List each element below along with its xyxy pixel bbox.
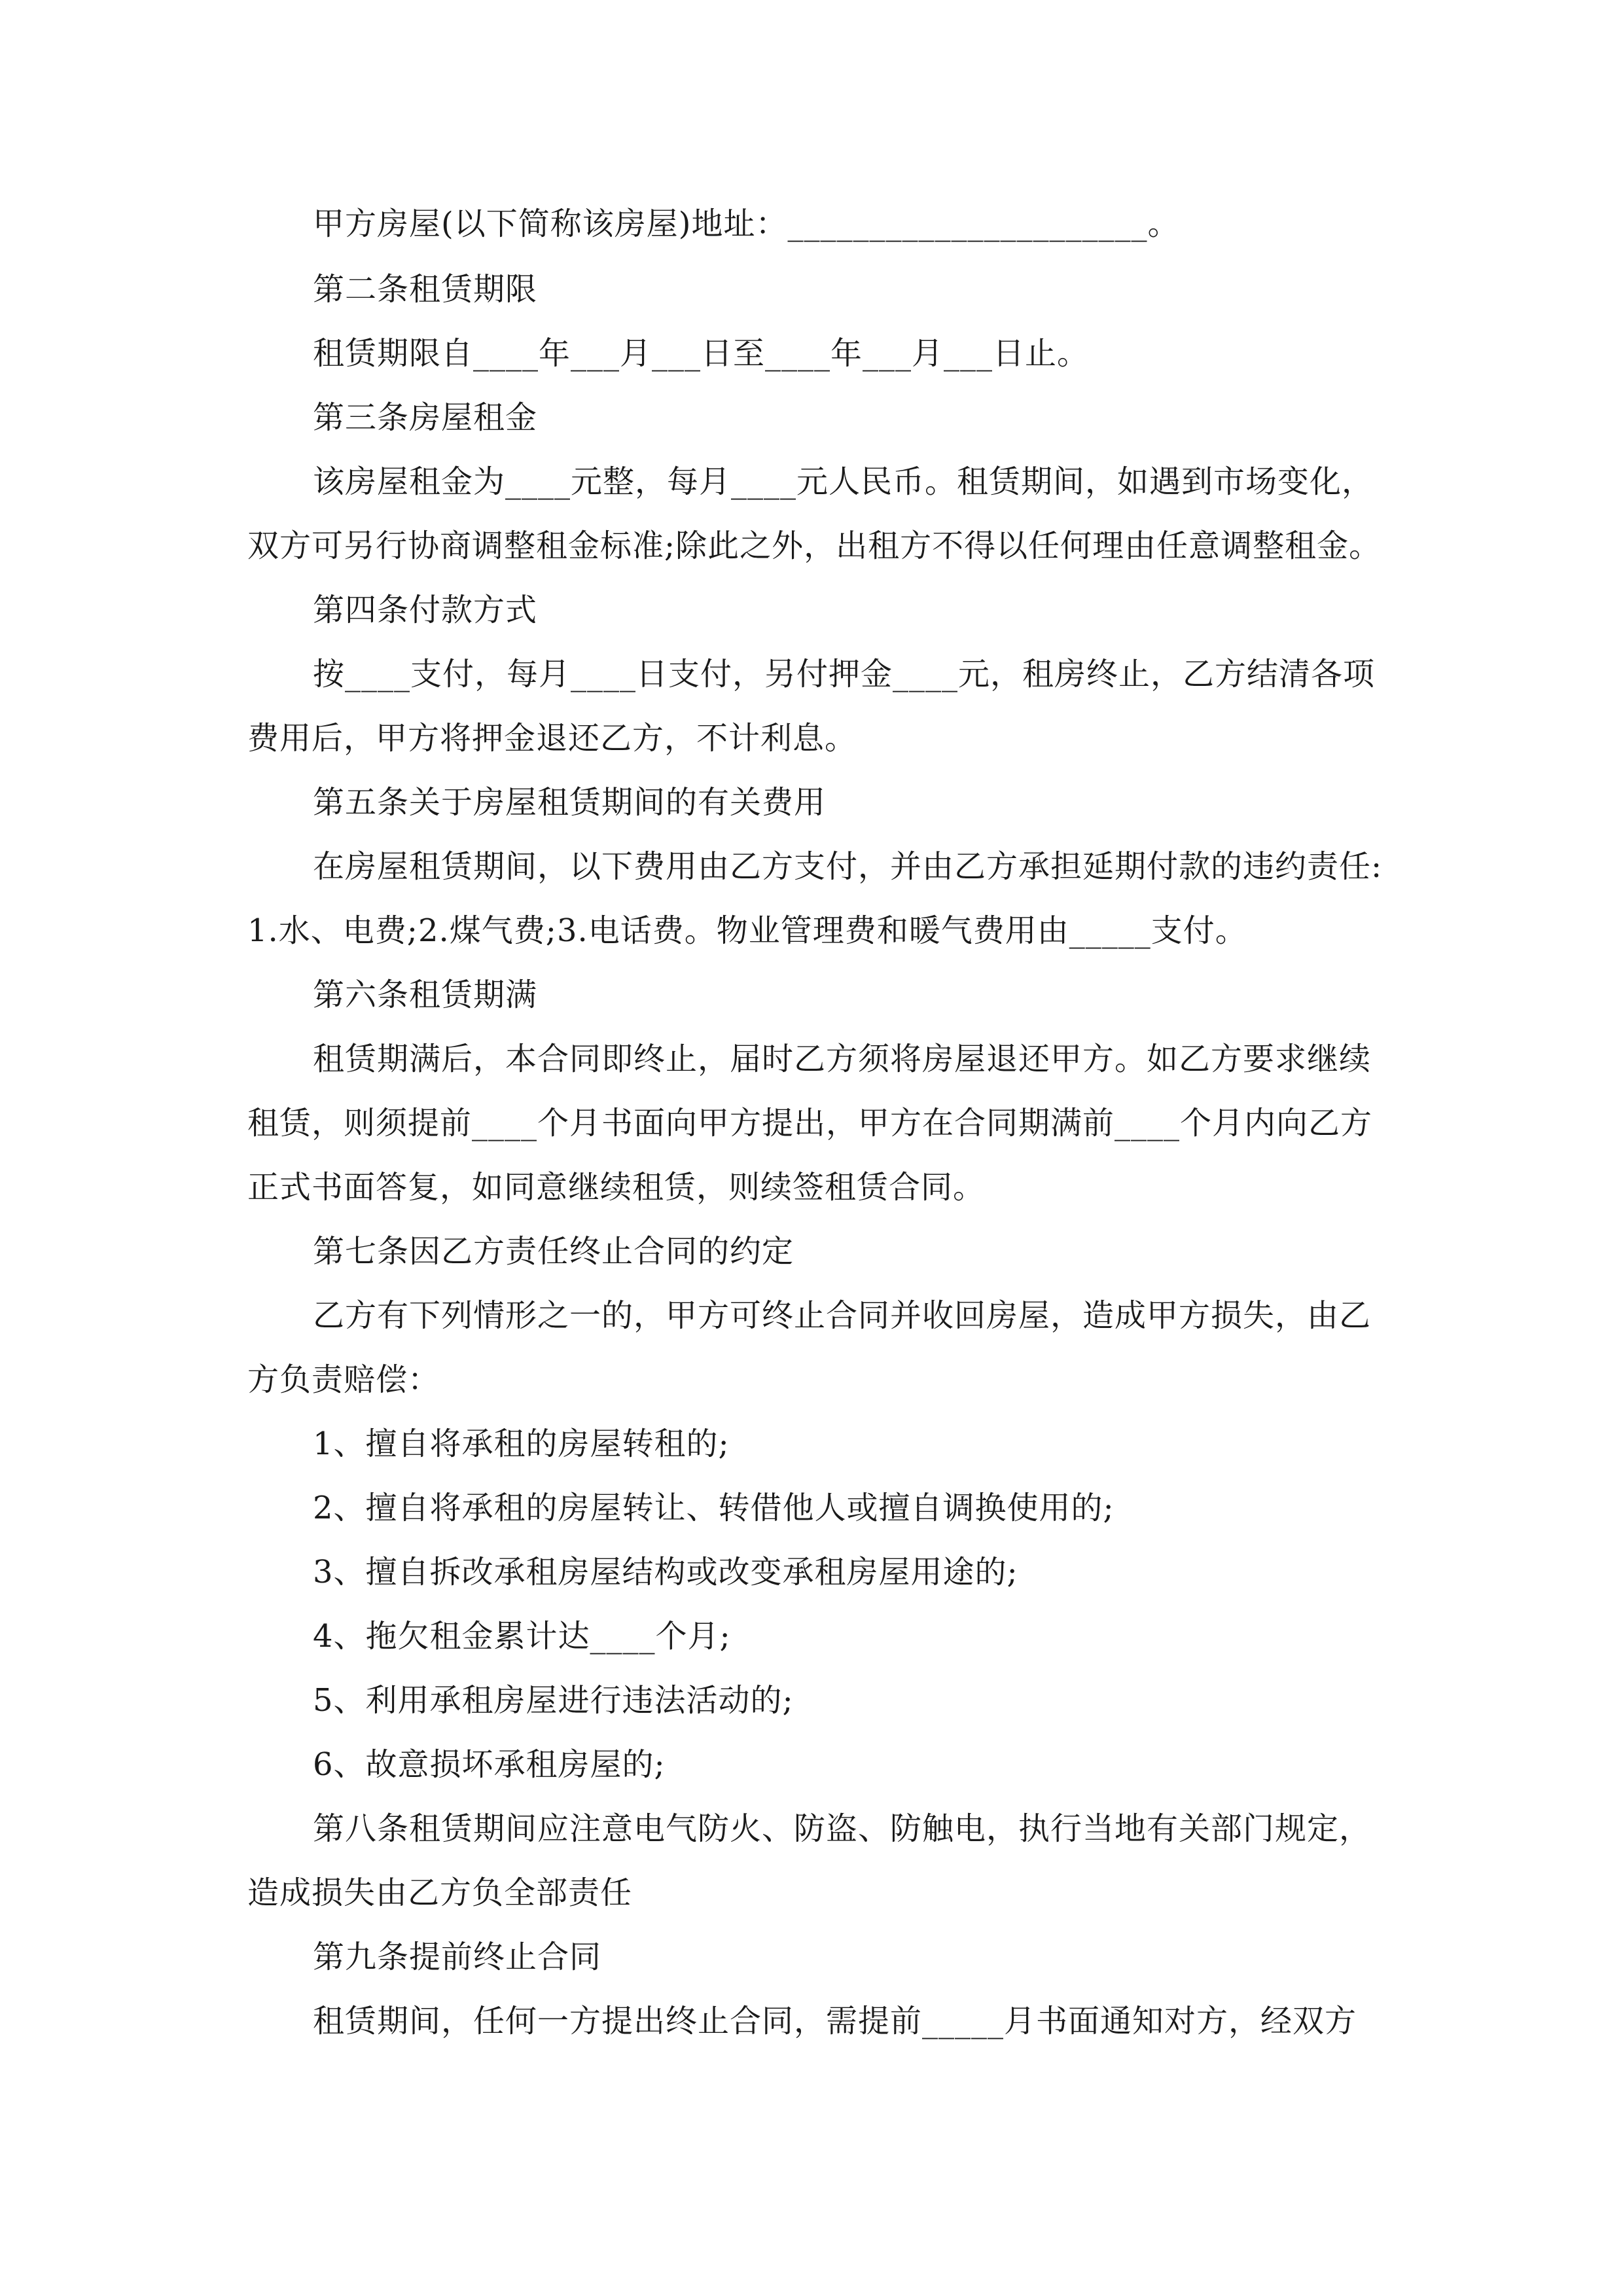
paragraph-line: 正式书面答复，如同意继续租赁，则续签租赁合同。 — [247, 1169, 986, 1206]
heading-article-8: 第八条租赁期间应注意电气防火、防盗、防触电，执行当地有关部门规定， — [313, 1810, 1372, 1847]
list-item: 4、拖欠租金累计达____个月; — [313, 1618, 731, 1655]
paragraph-line: 租赁期满后，本合同即终止，届时乙方须将房屋退还甲方。如乙方要求继续 — [313, 1041, 1372, 1077]
paragraph-line: 造成损失由乙方负全部责任 — [247, 1874, 633, 1911]
list-item: 6、故意损坏承租房屋的; — [313, 1746, 666, 1783]
paragraph-line: 1.水、电费;2.煤气费;3.电话费。物业管理费和暖气费用由_____支付。 — [247, 912, 1247, 949]
paragraph-line: 双方可另行协商调整租金标准;除此之外，出租方不得以任何理由任意调整租金。 — [247, 528, 1382, 564]
paragraph-line: 费用后，甲方将押金退还乙方，不计利息。 — [247, 720, 857, 757]
heading-article-7: 第七条因乙方责任终止合同的约定 — [313, 1233, 794, 1270]
paragraph-line: 在房屋租赁期间，以下费用由乙方支付，并由乙方承担延期付款的违约责任: — [313, 848, 1383, 885]
list-item: 3、擅自拆改承租房屋结构或改变承租房屋用途的; — [313, 1554, 1018, 1590]
heading-article-6: 第六条租赁期满 — [313, 977, 538, 1013]
heading-article-2: 第二条租赁期限 — [313, 271, 538, 308]
list-item: 5、利用承租房屋进行违法活动的; — [313, 1682, 794, 1719]
paragraph-line: 乙方有下列情形之一的，甲方可终止合同并收回房屋，造成甲方损失，由乙 — [313, 1297, 1372, 1334]
paragraph-line: 方负责赔偿： — [247, 1361, 440, 1398]
address-line: 甲方房屋(以下简称该房屋)地址：______________________。 — [313, 206, 1180, 242]
paragraph-line: 租赁期间，任何一方提出终止合同，需提前_____月书面通知对方，经双方 — [313, 2003, 1357, 2039]
paragraph-line: 该房屋租金为____元整，每月____元人民币。租赁期间，如遇到市场变化， — [313, 463, 1374, 500]
paragraph-line: 租赁，则须提前____个月书面向甲方提出，甲方在合同期满前____个月内向乙方 — [247, 1105, 1373, 1141]
heading-article-9: 第九条提前终止合同 — [313, 1939, 602, 1975]
list-item: 2、擅自将承租的房屋转让、转借他人或擅自调换使用的; — [313, 1490, 1115, 1526]
paragraph-line: 租赁期限自____年___月___日至____年___月___日止。 — [313, 335, 1090, 372]
heading-article-5: 第五条关于房屋租赁期间的有关费用 — [313, 784, 827, 821]
list-item: 1、擅自将承租的房屋转租的; — [313, 1426, 730, 1462]
paragraph-line: 按____支付，每月____日支付，另付押金____元，租房终止，乙方结清各项 — [313, 656, 1376, 692]
heading-article-4: 第四条付款方式 — [313, 592, 538, 628]
heading-article-3: 第三条房屋租金 — [313, 399, 538, 436]
